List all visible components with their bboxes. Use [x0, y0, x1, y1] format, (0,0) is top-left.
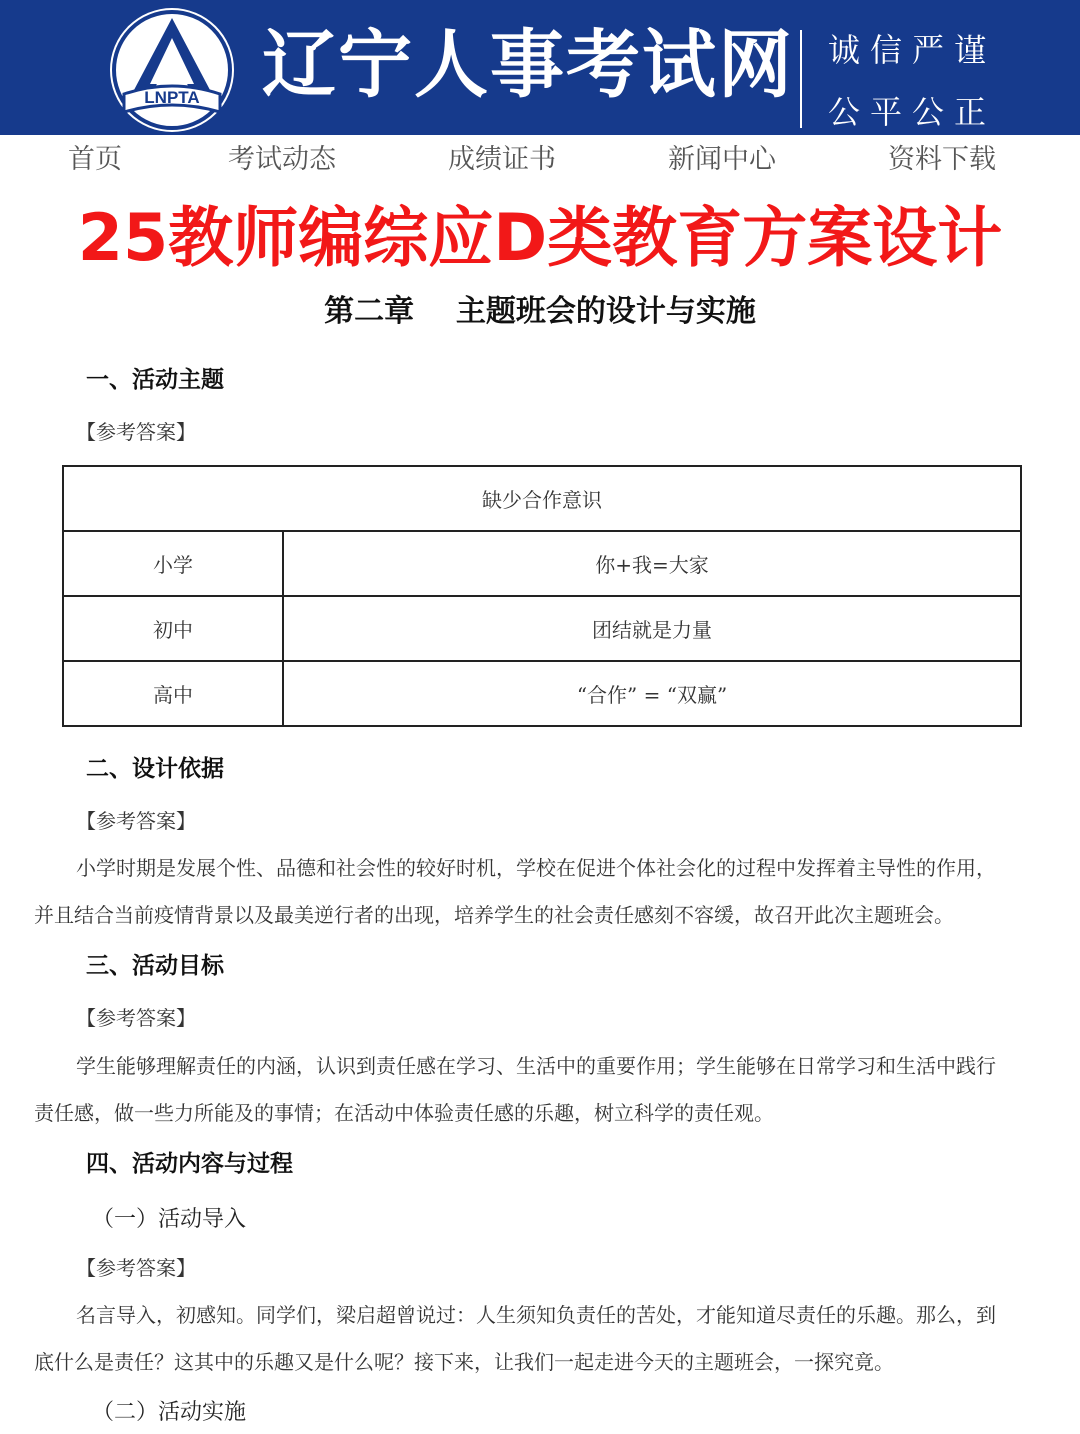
intro-paragraph-line-2: 底什么是责任？这其中的乐趣又是什么呢？接下来，让我们一起走进今天的主题班会，一探究竟。 [34, 1350, 894, 1374]
nav-exam-news[interactable]: 考试动态 [228, 144, 336, 175]
section-2-heading: 二、设计依据 [86, 755, 224, 782]
reference-answer-label: 【参考答案】 [76, 809, 196, 833]
reference-answer-label: 【参考答案】 [76, 1006, 196, 1030]
reference-answer-label: 【参考答案】 [76, 1256, 196, 1280]
theme-table [62, 465, 1022, 727]
table-cell-label: 初中 [63, 596, 283, 661]
table-header-row [63, 466, 1021, 531]
section-3-heading: 三、活动目标 [86, 952, 224, 979]
goal-paragraph-line-1: 学生能够理解责任的内涵，认识到责任感在学习、生活中的重要作用；学生能够在日常学习和生活中践行 [76, 1054, 996, 1078]
slogan-line-1: 诚信严谨 [828, 31, 997, 69]
lnpta-logo[interactable] [110, 8, 234, 132]
nav-scores-certificates[interactable]: 成绩证书 [448, 144, 556, 175]
chapter-title: 第二章 主题班会的设计与实施 [324, 294, 756, 329]
subsection-1-heading: （一）活动导入 [92, 1207, 247, 1232]
basis-paragraph-line-2: 并且结合当前疫情背景以及最美逆行者的出现，培养学生的社会责任感刻不容缓，故召开此次主题班会。 [34, 903, 954, 927]
nav-news-center[interactable]: 新闻中心 [668, 144, 776, 175]
nav-home[interactable]: 首页 [68, 144, 122, 175]
basis-paragraph-line-1: 小学时期是发展个性、品德和社会性的较好时机，学校在促进个体社会化的过程中发挥着主导性的作用， [76, 856, 996, 880]
section-4-heading: 四、活动内容与过程 [86, 1150, 293, 1177]
table-row [63, 661, 1021, 726]
section-1-heading: 一、活动主题 [86, 366, 224, 393]
intro-paragraph-line-1: 名言导入，初感知。同学们，梁启超曾说过：人生须知负责任的苦处，才能知道尽责任的乐趣。那么，到 [76, 1303, 996, 1327]
table-row [63, 596, 1021, 661]
logo-text: LNPTA [144, 88, 200, 107]
site-header [0, 0, 1080, 135]
table-header-cell: 缺少合作意识 [63, 466, 1021, 531]
header-divider [800, 30, 802, 128]
mountain-logo-icon [110, 8, 234, 132]
table-cell-label: 高中 [63, 661, 283, 726]
table-cell-label: 小学 [63, 531, 283, 596]
main-title: 25教师编综应D类教育方案设计 [77, 201, 1003, 276]
site-title[interactable]: 辽宁人事考试网 [262, 22, 794, 108]
goal-paragraph-line-2: 责任感，做一些力所能及的事情；在活动中体验责任感的乐趣，树立科学的责任观。 [34, 1101, 774, 1125]
table-cell-value: 团结就是力量 [283, 596, 1021, 661]
nav-downloads[interactable]: 资料下载 [888, 144, 996, 175]
table-cell-value: 你+我=大家 [283, 531, 1021, 596]
slogan-line-2: 公平公正 [828, 93, 997, 131]
reference-answer-label: 【参考答案】 [76, 420, 196, 444]
subsection-2-heading: （二）活动实施 [92, 1400, 247, 1425]
table-cell-value: “合作” = “双赢” [283, 661, 1021, 726]
table-row [63, 531, 1021, 596]
